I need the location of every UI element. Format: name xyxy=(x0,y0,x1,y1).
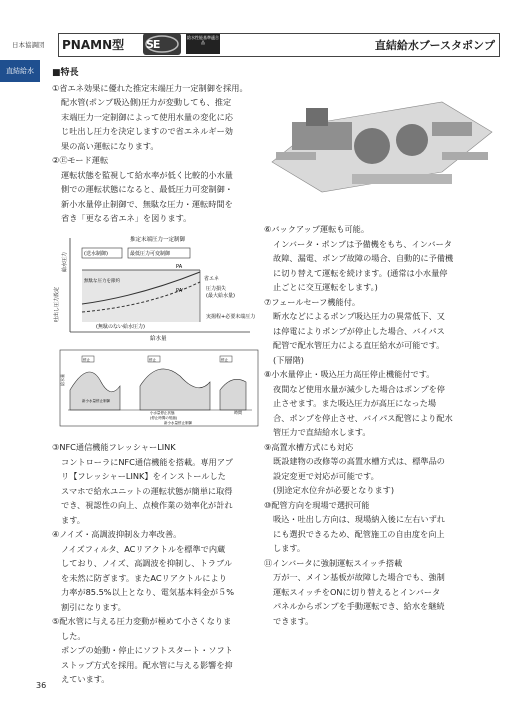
right-item-2-line xyxy=(264,309,496,324)
label-pa2: PA' xyxy=(176,288,184,294)
right-item-3-line xyxy=(264,367,496,382)
left-item-2-line xyxy=(52,211,257,226)
right-item-3-line xyxy=(264,382,496,397)
left2-item-1-line xyxy=(52,440,257,455)
diagram2-a2: 小水量停止状態 xyxy=(150,411,175,415)
item-text: ストップ方式を採用。配水管に与える影響を抑 xyxy=(61,659,233,670)
pressure-control-diagram xyxy=(54,232,258,342)
left2-item-1-line xyxy=(52,498,257,513)
left2-item-2-line xyxy=(52,600,257,615)
item-text: コントローラにNFC通信機能を搭載。専用アプ xyxy=(61,456,234,467)
label-loss2: (最大給水量) xyxy=(206,293,235,299)
right-item-5-line xyxy=(264,498,496,513)
right-item-1-line xyxy=(264,251,496,266)
label-waste: 無駄な圧力を節約 xyxy=(84,279,120,284)
item-number: ⑨ xyxy=(264,441,272,452)
diagram2-a1: 新小水量停止制御 xyxy=(82,399,110,403)
left-item-1-line xyxy=(52,124,257,139)
item-text: パネルからポンプを手動運転でき、給水を継続 xyxy=(273,601,445,611)
left2-item-1-line xyxy=(52,484,257,499)
diagram-ylabel: 給水圧力 xyxy=(62,251,68,272)
diagram2-a4: 新小水量停止制御 xyxy=(164,421,192,425)
right-item-6-line xyxy=(264,599,496,614)
se-logo-text: SE xyxy=(146,38,160,51)
right-item-3-line xyxy=(264,411,496,426)
item-text: スマホで給水ユニットの運転状態が簡単に取得 xyxy=(61,485,233,496)
left2-item-2-line xyxy=(52,571,257,586)
item-text: 運転スイッチをONに切り替えるとインバータ xyxy=(273,586,441,597)
left-item-2-line xyxy=(52,197,257,212)
pump-unit-photo xyxy=(262,82,496,215)
left2-item-3-line xyxy=(52,643,257,658)
right-item-2-line xyxy=(264,338,496,353)
item-text: は停電によりポンプが停止した場合、バイパス xyxy=(273,325,445,336)
right-column xyxy=(264,222,496,628)
left-item-2-line xyxy=(52,182,257,197)
left-column-bottom xyxy=(52,440,257,687)
diagram2-a3: (停止時間の短縮) xyxy=(150,416,178,420)
item-text: ノイズフィルタ、ACリアクトルを標準で内蔵 xyxy=(61,543,226,554)
label-save: 省エネ xyxy=(204,276,220,282)
label-pa: PA xyxy=(176,264,183,270)
left2-item-2-line xyxy=(52,542,257,557)
stop-mark-3: 停止 xyxy=(221,358,228,362)
left2-item-3-line xyxy=(52,614,257,629)
left2-item-3-line xyxy=(52,658,257,673)
item-text: にも選択できるため、配管施工の自由度を向上 xyxy=(273,528,445,539)
item-text: ます。 xyxy=(61,514,85,525)
item-text: 止させます。また吸込圧力が高圧になった場 xyxy=(273,398,437,408)
right-item-3-line xyxy=(264,425,496,440)
item-text: NFC通信機能フレッシャーLINK xyxy=(59,442,176,452)
left2-item-2-line xyxy=(52,527,257,542)
right-item-1-line xyxy=(264,237,496,252)
item-text: (別途定水位弁が必要となります) xyxy=(273,485,395,495)
page-title: 直結給水ブースタポンプ xyxy=(374,39,495,52)
left2-item-3-line xyxy=(52,672,257,687)
item-text: 力率が85.5%以上となり、電気基本料金が５% xyxy=(61,587,234,597)
left-item-1-line xyxy=(52,110,257,125)
diagram2-ylabel: 給水量 xyxy=(60,374,65,386)
item-number: ① xyxy=(52,82,60,93)
left2-item-2-line xyxy=(52,556,257,571)
right-item-2-line xyxy=(264,324,496,339)
item-text: 合、ポンプを停止させ、バイパス配管により配水 xyxy=(273,412,453,423)
label-no-waste: (無駄のない給水圧力) xyxy=(96,324,145,330)
item-text: した。 xyxy=(61,630,86,641)
quality-badge: 給水性能基準適合品 xyxy=(186,34,220,54)
right-item-2-line xyxy=(264,295,496,310)
flow-time-diagram xyxy=(60,350,258,426)
diagram2-axis: 時間 xyxy=(234,410,242,415)
item-text: ノイズ・高調波抑制＆力率改善。 xyxy=(59,529,182,539)
item-number: ⑪ xyxy=(264,557,273,568)
item-text: インバータに強制運転スイッチ搭載 xyxy=(272,557,403,568)
right-item-1-line xyxy=(264,222,496,237)
item-text: バックアップ運転も可能。 xyxy=(271,224,370,234)
item-number: ② xyxy=(52,155,60,165)
item-text: 設定変更で対応が可能です。 xyxy=(273,470,379,481)
item-text: しており、ノイズ、高調波を抑制し、トラブル xyxy=(61,558,233,568)
item-number: ⑤ xyxy=(52,616,60,626)
item-text: できます。 xyxy=(273,615,314,626)
item-text: 既設建物の改修等の高置水槽方式は、標準品の xyxy=(273,456,445,466)
item-text: 止ごとに交互運転をします。) xyxy=(273,282,378,292)
stop-mark-2: 停止 xyxy=(149,358,156,362)
left2-item-3-line xyxy=(52,629,257,644)
item-number: ⑩ xyxy=(264,499,272,510)
right-item-5-line xyxy=(264,512,496,527)
item-text: インバータ・ポンプは予備機をもち、インバータ xyxy=(273,238,452,249)
right-item-4-line xyxy=(264,440,496,455)
left-item-2-line xyxy=(52,168,257,183)
right-item-4-line xyxy=(264,483,496,498)
right-item-6-line xyxy=(264,585,496,600)
item-text: 末端圧力一定制御によって使用水量の変化に応 xyxy=(61,111,233,122)
right-item-6-line xyxy=(264,556,496,571)
item-text: Ⓔモード運転 xyxy=(59,155,109,165)
item-number: ⑥ xyxy=(264,224,272,234)
item-text: 故障、漏電、ポンプ故障の場合、自動的に予備機 xyxy=(273,253,454,263)
item-text: じ吐出し圧力を決定しますので省エネルギー効 xyxy=(61,126,233,136)
item-text: 夜間など使用水量が減少した場合はポンプを停 xyxy=(273,383,445,394)
item-text: 管圧力で直結給水します。 xyxy=(273,427,371,437)
item-text: でき、視認性の向上、点検作業の効率化が計れ xyxy=(61,500,233,510)
item-text: 運転状態を監視して給水率が低く比較的小水量 xyxy=(61,169,233,180)
right-item-6-line xyxy=(264,614,496,629)
item-text: 新小水量停止制御で、無駄な圧力・運転時間を xyxy=(61,198,233,209)
left-item-2-line xyxy=(52,153,257,168)
left2-item-1-line xyxy=(52,513,257,528)
item-text: 配水管に与える圧力変動が極めて小さくなりま xyxy=(59,616,232,626)
left2-item-2-line xyxy=(52,585,257,600)
item-text: 配水管(ポンプ吸込側)圧力が変動しても、推定 xyxy=(61,97,232,107)
right-item-5-line xyxy=(264,541,496,556)
item-number: ③ xyxy=(52,442,60,452)
left2-item-1-line xyxy=(52,469,257,484)
item-text: 吸込・吐出し方向は、現場納入後に左右いずれ xyxy=(273,514,445,524)
left-item-1-line xyxy=(52,81,257,96)
item-text: リ【フレッシャーLINK】をインストールした xyxy=(61,471,226,481)
diagram-title: 推定末端圧力一定制御 xyxy=(130,237,186,243)
item-text: 小水量停止・吸込圧力高圧停止機能付です。 xyxy=(271,369,435,379)
right-item-4-line xyxy=(264,454,496,469)
diagram-box2: 最低圧力可変制御 xyxy=(130,251,171,257)
right-item-4-line xyxy=(264,469,496,484)
diagram-box1: (送水制御) xyxy=(84,251,108,257)
item-text: (下層階) xyxy=(273,354,304,365)
item-text: 万が一、メイン基板が故障した場合でも、強制 xyxy=(273,572,445,582)
right-item-1-line xyxy=(264,280,496,295)
right-item-2-line xyxy=(264,353,496,368)
item-text: に切り替えて運転を続けます。(通常は小水量停 xyxy=(273,267,448,278)
item-text: 側での運転状態になると、最低圧力可変制御・ xyxy=(61,184,233,194)
model-name: PNAMN型 xyxy=(62,38,125,52)
maker-label: 日本協調団 xyxy=(12,41,45,49)
diagram-xlabel: 給水量 xyxy=(150,336,167,342)
page-number: 36 xyxy=(36,681,47,690)
right-item-1-line xyxy=(264,266,496,281)
diagram-side: 吐出し圧力設定 xyxy=(54,286,60,322)
label-loss: 圧力損失 xyxy=(206,286,227,292)
item-text: します。 xyxy=(273,543,306,553)
item-text: ポンプの始動・停止にソフトスタート・ソフト xyxy=(61,645,233,655)
left2-item-1-line xyxy=(52,455,257,470)
item-text: 断水などによるポンプ吸込圧力の異常低下、又 xyxy=(273,311,445,321)
label-height: 実揚程+必要末端圧力 xyxy=(206,314,256,320)
item-text: 省エネ効果に優れた推定末端圧力一定制御を採用。 xyxy=(59,82,248,93)
item-text: 高置水槽方式にも対応 xyxy=(271,441,354,452)
item-text: を未然に防ぎます。またACリアクトルにより xyxy=(61,572,227,583)
left-item-1-line xyxy=(52,95,257,110)
right-item-3-line xyxy=(264,396,496,411)
left-column-top xyxy=(52,66,257,226)
right-item-6-line xyxy=(264,570,496,585)
item-text: えています。 xyxy=(61,674,110,684)
side-tab: 直結給水 xyxy=(0,60,40,82)
item-text: 果の高い運転になります。 xyxy=(61,140,159,151)
right-item-5-line xyxy=(264,527,496,542)
item-text: 省き「更なる省エネ」を図ります。 xyxy=(61,213,192,223)
item-text: 配管で配水管圧力による直圧給水が可能です。 xyxy=(273,340,445,350)
features-heading: ■特長 xyxy=(52,68,79,78)
left-item-1-line xyxy=(52,139,257,154)
item-number: ⑦ xyxy=(264,296,272,307)
item-number: ⑧ xyxy=(264,369,272,379)
item-text: 割引になります。 xyxy=(61,601,126,612)
item-number: ④ xyxy=(52,529,60,539)
stop-mark-1: 停止 xyxy=(83,358,90,362)
item-text: 配管方向を現場で選択可能 xyxy=(271,499,370,510)
item-text: フェールセーフ機能付。 xyxy=(271,296,361,307)
